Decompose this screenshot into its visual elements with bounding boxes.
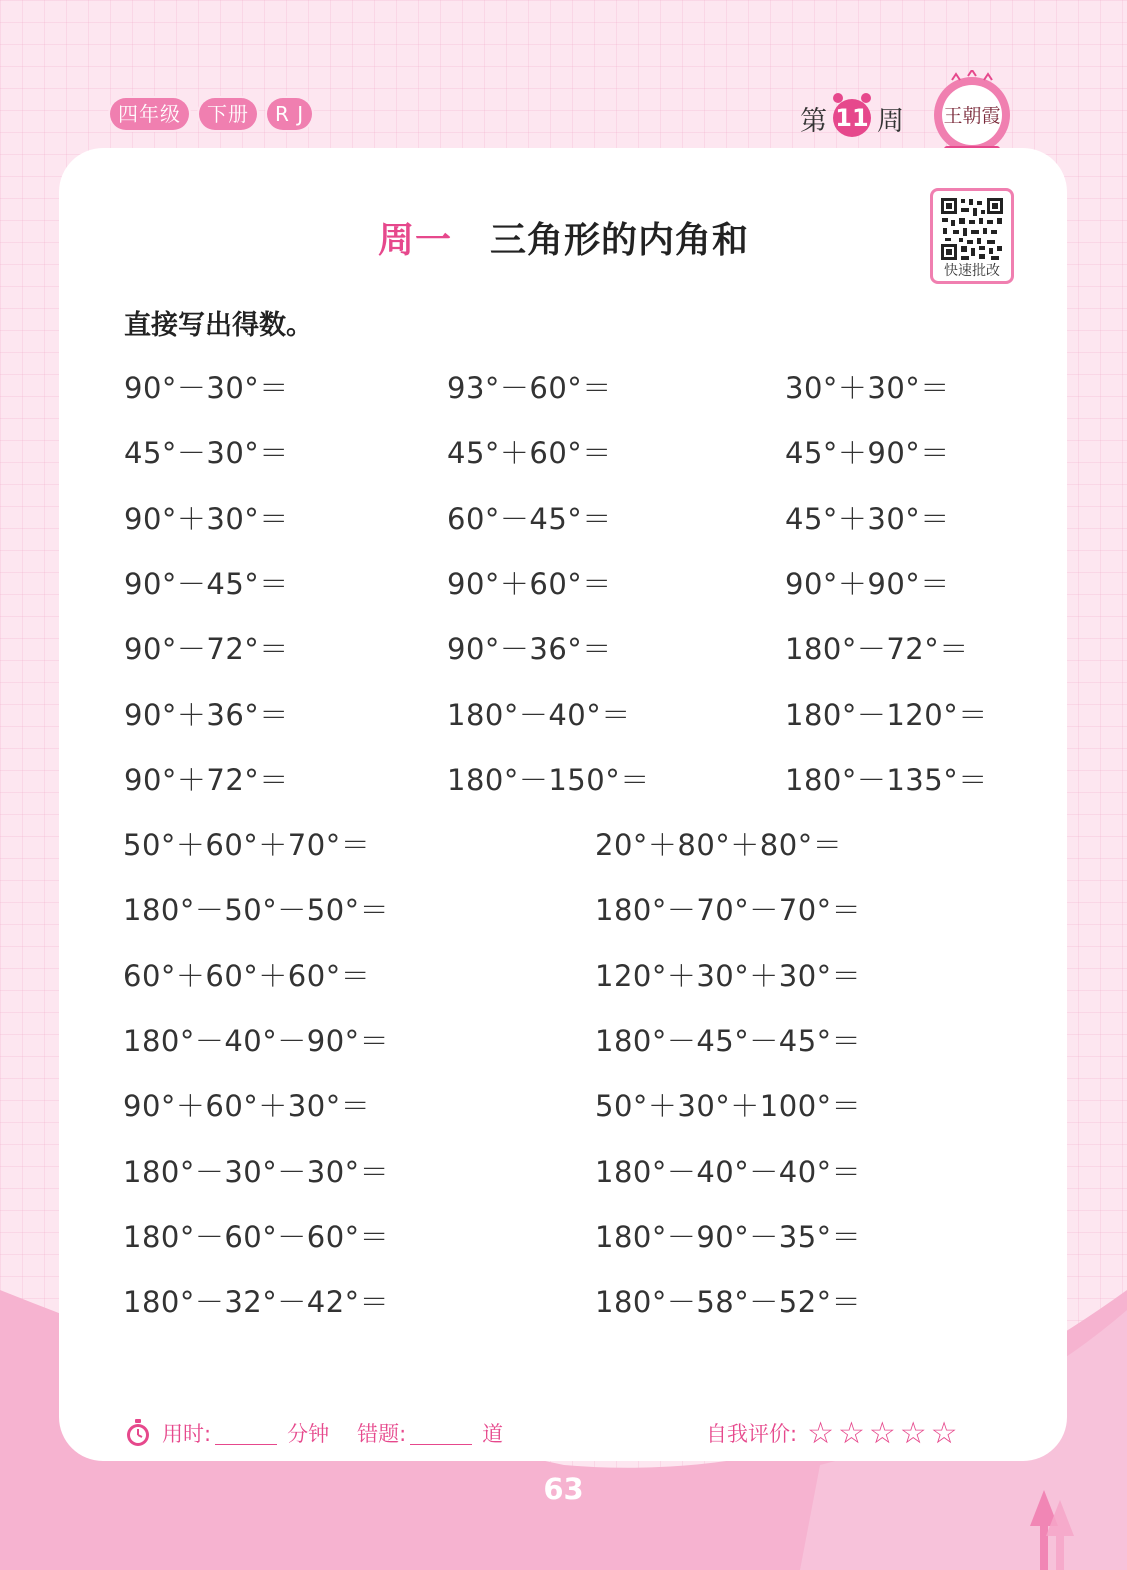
errors-label: 错题: (357, 1422, 407, 1446)
problem-item: 90°＋60°＋30°＝ (123, 1089, 371, 1124)
problem-item: 90°＋36°＝ (124, 697, 289, 732)
problem-item: 180°－70°－70°＝ (595, 893, 862, 928)
qr-code[interactable] (930, 188, 1014, 284)
problem-item: 120°＋30°＋30°＝ (595, 958, 862, 993)
rating-stars[interactable]: ☆☆☆☆☆ (807, 1415, 962, 1451)
worksheet-card (59, 148, 1067, 1461)
volume-tag: 下册 (199, 98, 257, 130)
problem-item: 90°－36°＝ (447, 632, 612, 667)
problem-item: 50°＋60°＋70°＝ (123, 828, 371, 863)
problem-item: 50°＋30°＋100°＝ (595, 1089, 862, 1124)
week-indicator (800, 96, 904, 140)
problem-item: 180°－150°＝ (447, 762, 650, 797)
week-suffix: 周 (877, 105, 904, 137)
week-prefix: 第 (800, 105, 827, 137)
errors-unit: 道 (482, 1422, 504, 1446)
problem-item: 180°－72°＝ (785, 632, 969, 667)
title-topic: 三角形的内角和 (490, 220, 750, 261)
header-tags (110, 98, 312, 130)
problem-item: 45°＋90°＝ (785, 436, 950, 471)
footer-left (124, 1416, 503, 1450)
problem-item: 90°＋60°＝ (447, 566, 612, 601)
problem-item: 90°＋30°＝ (124, 501, 289, 536)
problem-item: 180°－40°＝ (447, 697, 631, 732)
problem-item: 60°－45°＝ (447, 501, 612, 536)
problem-item: 30°＋30°＝ (785, 371, 950, 405)
brand-seal-icon (930, 70, 1014, 160)
qr-code-icon (939, 196, 1005, 262)
problem-item: 90°－45°＝ (124, 566, 289, 601)
page-number: 63 (543, 1472, 584, 1506)
problem-item: 45°＋30°＝ (785, 501, 950, 536)
problem-item: 45°－30°＝ (124, 436, 289, 471)
problem-item: 90°－72°＝ (124, 632, 289, 667)
instruction-text: 直接写出得数。 (124, 310, 313, 341)
seal-text: 王朝霞 (943, 105, 1001, 127)
problem-item: 180°－40°－40°＝ (595, 1154, 862, 1189)
time-unit: 分钟 (287, 1422, 330, 1446)
problem-item: 180°－90°－35°＝ (595, 1219, 862, 1254)
problem-item: 45°＋60°＝ (447, 436, 612, 471)
errors-blank[interactable] (410, 1422, 472, 1445)
problem-item: 180°－30°－30°＝ (123, 1154, 390, 1189)
arrow-decoration-icon (1030, 1490, 1074, 1570)
qr-label: 快速批改 (944, 263, 1000, 279)
problem-item: 93°－60°＝ (447, 371, 612, 405)
stopwatch-icon (124, 1418, 152, 1448)
problem-item: 90°＋90°＝ (785, 566, 950, 601)
problem-item: 60°＋60°＋60°＝ (123, 958, 371, 993)
footer-right (706, 1416, 962, 1450)
problem-item: 180°－120°＝ (785, 697, 988, 732)
problem-item: 180°－135°＝ (785, 762, 988, 797)
problem-item: 180°－58°－52°＝ (595, 1285, 862, 1320)
edition-tag: R J (267, 98, 312, 130)
problem-item: 180°－50°－50°＝ (123, 893, 390, 928)
problem-item: 90°－30°＝ (124, 371, 289, 405)
self-eval-label: 自我评价: (706, 1422, 798, 1446)
problem-item: 180°－45°－45°＝ (595, 1024, 862, 1058)
time-label: 用时: (162, 1422, 212, 1446)
title-day: 周一 (377, 220, 452, 261)
problem-item: 20°＋80°＋80°＝ (595, 828, 843, 863)
problem-item: 180°－60°－60°＝ (123, 1219, 390, 1254)
problem-item: 180°－32°－42°＝ (123, 1285, 390, 1320)
problem-item: 90°＋72°＝ (124, 762, 289, 797)
week-number: 11 (833, 99, 871, 137)
time-blank[interactable] (215, 1422, 277, 1445)
problem-item: 180°－40°－90°＝ (123, 1024, 390, 1058)
grade-tag: 四年级 (110, 98, 189, 130)
